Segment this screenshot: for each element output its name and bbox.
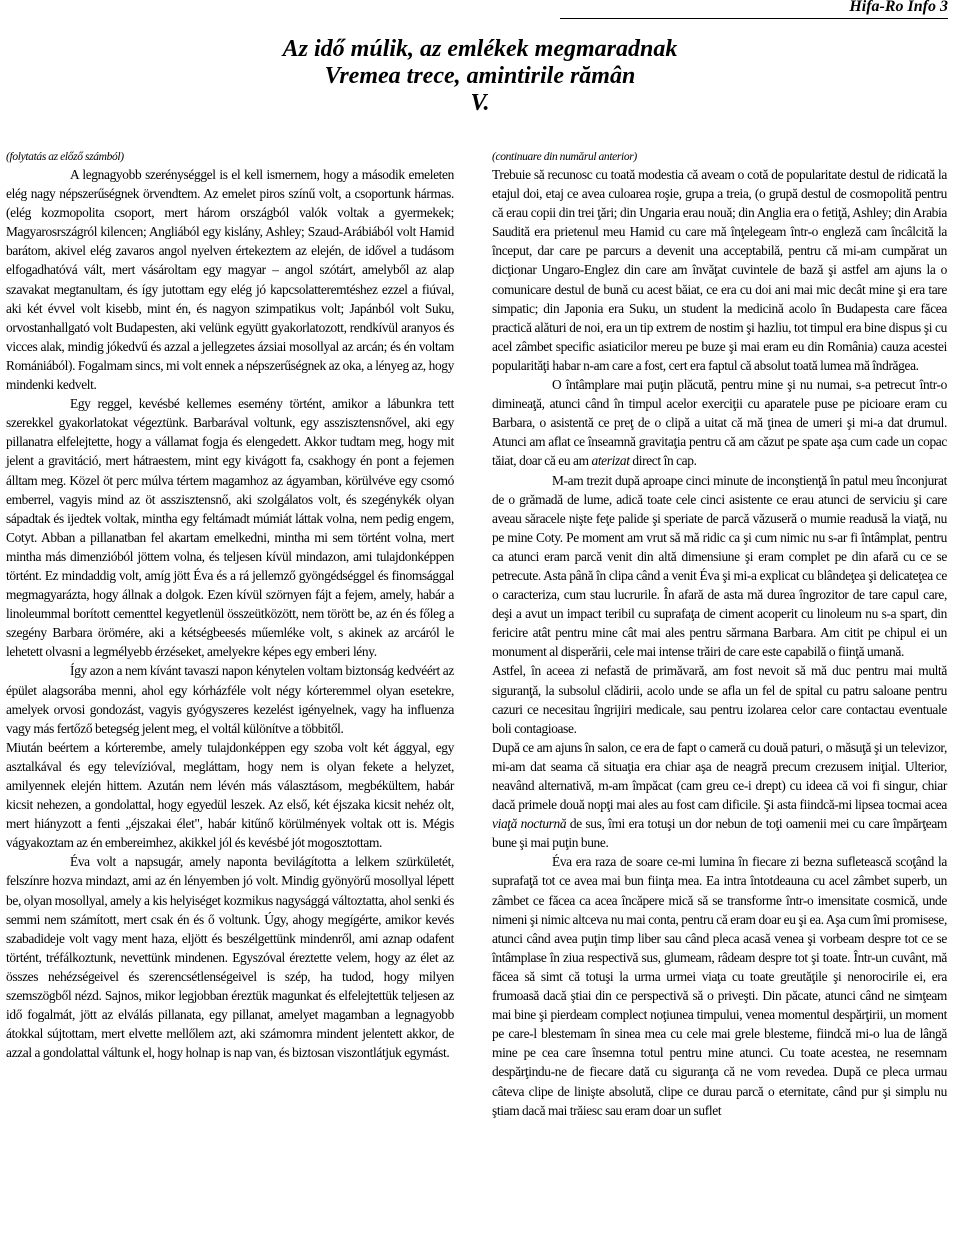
paragraph-hu-1: A legnagyobb szerénységgel is el kell ismernem, hogy a második emeleten elég nagy népszerűségnek örvendtem. Az emelet piros színű volt, a csoportunk hármas. (elég kozmopolita csoport, mert három országból valók voltak a gyermekek; Magyarosrszágról kilencen; Angliából egy kislány, Ashley; Szaud-Arábiából volt Hamid barátom, akivel elég zavaros angol nyelven értekeztem az elején, de idővel a tudásom elfogadhatóvá vált, mert vásároltam egy magyar – angol szótárt, amelyből az alap szavakat megtanultam, és így jutottam egy elég jó kapcsolatteremtéshez ezzel a fiúval, aki két évvel volt kisebb, mint én, és nagyon szimpatikus volt; Japánból volt Suku, orvostanhallgató volt Budapesten, aki velünk együtt gyakorlatozott, rendkívül aranyos és vicces alak, mindig jókedvű és azzal a jellegzetes ázsiai mosollyal az arcán; és én voltam Romániából). Fogalmam sincs, mi volt ennek a népszerűségnek az oka, a lényeg az, hogy mindenki kedvelt.	[6, 167, 454, 393]
paragraph-ro-2-text-b: direct în cap.	[629, 453, 697, 469]
paragraph-ro-5-emphasis: viaţă nocturnă	[492, 816, 567, 832]
paragraph-ro-2-text-a: O întâmplare mai puţin plăcută, pentru mine şi nu numai, s-a petrecut într-o dimineaţă, atunci când în timpul acelor exerciţii cu aparatele puse pe picioare eram cu Barbara, o asistentă ce preţ de o clipă a uitat că mă ţinea de umeri şi mi-a dat drumul. Atunci am aflat ce înseamnă gravitaţia pentru că am căzut pe spate aşa cum cade un copac tăiat, doar că eu am	[492, 377, 947, 469]
paragraph-hu-2: Egy reggel, kevésbé kellemes esemény történt, amikor a lábunkra tett szerekkel gyakorlatokat végeztünk. Barbarával voltunk, egy asszisztensnővel, aki egy pillanatra elfelejtette, hogy a vállamat fogja és elengedett. Akkor tudtam meg, hogy mit jelent a gravitáció, mert hátraestem, mint egy kivágott fa, csakhogy én pont a fejemen álltam meg. Közel öt perc múlva tértem magamhoz az ágyamban, körülvéve egy csomó emberrel, vagyis mind az öt asszisztensnő, aki szolgálatos volt, és szegénykék olyan sápadtak és ijedtek voltak, mintha egy feltámadt múmiát láttak volna, nem pedig engem, Cotyt. Abban a pillanatban fel akartam emelkedni, mintha mi sem történt volna, mert mintha más dimenzióból jöttem volna, és teljesen kívül mindazon, ami tulajdonképpen történt. Ez mindaddig volt, amíg jött Éva és a rá jellemző gyöngédséggel és finomsággal megmagyarázta, hogy állnak a dolgok. Ezen kívül szörnyen fájt a fejem, amely, habár a linoleummal borított cementtel kegyetlenül összeütközött, nem törött be, az én és főleg a szegény Barbara örömére, aki a kétségbeesés műemléke volt, s akinek az arcáról le lehetett olvasni a legmélyebb érzéseket, amelyekre képes egy emberi lény.	[6, 396, 454, 660]
title-part-number: V.	[470, 90, 490, 116]
paragraph-hu-5: Éva volt a napsugár, amely naponta bevilágította a lelkem szürkületét, felszínre hozva mindazt, ami az én lényemben jó volt. Mindig gyönyörű mosollyal lépett be, olyan mosollyal, amely a kis helyiséget kozmikus nagysággá változtatta, ahol senki és semmi nem számított, mert csak én és ő voltunk. Úgy, ahogy megígérte, amikor kevés szabadideje volt vagy ment haza, eljött és beszélgettünk mindenről, ami aznap odafent történt, tréfálkoztunk, nevettünk mindenen. Egyszóval éreztette velem, hogy az élet az összes nehézségeivel és szerencsétlenségeivel is szép, ha tudod, hogy milyen szemszögből nézd. Sajnos, mikor legjobban éreztük magunkat és elfelejtettük teljesen az idő fogalmát, jött az elválás pillanata, egy pillanat, amelyet magamban a legnagyobb átokkal sújtottam, mert elvette mellőlem azt, aki számomra mindent jelentett akkor, de azzal a gondolattal váltunk el, hogy holnap is nap van, és biztosan viszontlátjuk egymást.	[6, 854, 454, 1061]
publication-name: Hifa-Ro Info 3	[849, 0, 948, 15]
page-header	[560, 0, 948, 19]
paragraph-ro-2-emphasis: aterizat	[591, 453, 630, 469]
paragraph-hu-4: Miután beértem a kórterembe, amely tulajdonképpen egy szoba volt két ággyal, egy asztalkával és egy televízióval, megláttam, hogy nem is olyan fekete a helyzet, amilyennek elején hittem. Azután nem lévén más választásom, megbékültem, habár kicsit nehezen, a gondolattal, hogy egyedül leszek. Az első, két éjszaka kicsit nehéz olt, mert hiányzott a fenti „éjszakai élet", habár kitűnő körülmények voltak ott is. Mégis vágyakoztam az én embereimhez, akikkel jól és kevésbé jót mogosztottam.	[6, 739, 454, 851]
paragraph-ro-3: M-am trezit după aproape cinci minute de inconştienţă în patul meu înconjurat de o grămadă de lume, adică toate cele cinci asistente ce erau atunci de serviciu şi care aveau săracele nişte feţe palide şi speriate de parcă văzuseră o mumie readusă la viaţă, nu pe mine Coty. Pe moment am vrut să mă ridic ca şi cum nimic nu s-ar fi întâmplat, pentru ca atunci eram parcă venit din altă dimensiune şi eram complet pe din afară cu ce se petrecute. Asta până în clipa când a venit Éva şi mi-a explicat cu blândeţea şi delicateţea ce o caracteriza, cum stau lucrurile. În afară de asta mă durea îngrozitor de tare capul care, deşi a avut un impact teribil cu suprafaţa de ciment acoperit cu linoleum nu s-a spart, din fericire atât pentru mine cât mai ales pentru sărmana Barbara. Am citit pe chipul ei un monument al disperării, cele mai intense trăiri de care este capabilă o fiinţă umană.	[492, 472, 947, 660]
hungarian-column	[6, 149, 454, 1062]
article-title	[200, 36, 760, 117]
paragraph-ro-5-text-b: de sus, îmi era totuşi un dor nebun de toţi oamenii mei cu care împărţeam bune şi mai puţin bune.	[492, 816, 948, 851]
title-romanian: Vremea trece, amintirile rămân	[324, 63, 636, 89]
continuation-note-hu: (folytatás az előző számból)	[6, 151, 124, 163]
romanian-column	[492, 149, 947, 1120]
paragraph-ro-4: Astfel, în aceea zi nefastă de primăvară, am fost nevoit să mă duc pentru mai multă siguranţă, la subsolul clădirii, acolo unde se afla un fel de spital cu patru saloane pentru cazuri ce necesitau îngrijiri medicale, sau pentru izolarea celor care contactau eventuale boli contagioase.	[492, 663, 947, 736]
paragraph-ro-6: Éva era raza de soare ce-mi lumina în fiecare zi bezna sufletească scoţând la suprafaţă tot ce avea mai bun fiinţa mea. Ea intra întotdeauna cu acel zâmbet superb, un zâmbet ce făcea ca acea încăpere mică să se transforme într-o imensitate cosmică, unde nimeni şi nimic altceva nu mai conta, pentru că eram doar eu şi ea. Aşa cum îmi promisese, atunci când avea puţin timp liber sau când pleca acasă venea şi vorbeam despre tot ce se întâmplase în ziua respectivă sus, glumeam, râdeam despre tot şi toate. Într-un cuvânt, mă făcea să simt că totuşi la urma urmei viaţa cu toate greutăţile şi nenorocirile ei, era frumoasă dacă ştiai din ce perspectivă să o priveşti. Din păcate, atunci când ne simţeam mai bine şi pierdeam complect noţiunea timpului, venea momentul despărţirii, un moment pe care-l blestemam în sinea mea cu cele mai grele blesteme, fiindcă mi-o lua de lângă mine pe cea care însemna totul pentru mine atunci. Cu toate acestea, ne resemnam despărţindu-ne de fiecare dată cu siguranţa că ne vom revedea. După ce pleca urmau câteva clipe de linişte absolută, clipe ce durau parcă o eternitate, când pur şi simplu nu ştiam dacă mai trăiesc sau eram doar un suflet	[492, 854, 947, 1118]
paragraph-ro-1: Trebuie să recunosc cu toată modestia că aveam o cotă de popularitate destul de ridicată la etajul doi, etaj ce avea culoarea roşie, grupa a treia, (o grupă destul de cosmopolită pentru că erau copii din trei ţări; din Ungaria erau nouă; din Anglia era o fetiţă, Ashley; din Arabia Saudită era prietenul meu Hamid cu care mă înţelegeam într-o engleză cam încâlcită la început, dar care pe parcurs a devenit una acceptabilă, pentru că mi-am cumpărat un dicţionar Ungaro-Englez din care am învăţat cuvintele de bază şi astfel am ajuns la o comunicare destul de bună cu acest băiat, ce era cu doi ani mai mic decât mine şi era tare simpatic; din Japonia era Suku, un student la medicină acolo în Budapesta care făcea practică alături de noi, era un tip extrem de nostim şi hazliu, tot timpul era bine dispus şi cu acel zâmbet specific asiaticilor mereu pe buze şi mai eram eu din România) cauza acestei popularităţi habar n-am care a fost, cert era faptul că absolut toată lumea mă îndrăgea.	[492, 167, 947, 373]
paragraph-hu-3: Így azon a nem kívánt tavaszi napon kénytelen voltam biztonság kedvéért az épület alagsorába menni, ahol egy kórházféle volt négy kórteremmel olyan esetekre, amelyek orvosi gondozást, vagyis gyógyszeres kezelést igényelnek, vagy ha influenza vagy más fertőző betegség jelent meg, el voltál különítve a többitől.	[6, 663, 454, 736]
paragraph-ro-2	[492, 375, 947, 470]
paragraph-ro-5	[492, 738, 947, 853]
paragraph-ro-5-text-a: După ce am ajuns în salon, ce era de fapt o cameră cu două paturi, o măsuţă şi un televizor, mi-am dat seama că situaţia era chiar aşa de neagră precum crezusem iniţial. Ulterior, neavând alternativă, m-am împăcat (cam greu ce-i drept) cu ideea că voi fi singur, chiar dacă primele două nopţi mai ales au fost cam dificile. Şi asta fiindcă-mi lipsea tocmai acea	[492, 739, 947, 813]
continuation-note-ro: (continuare din numărul anterior)	[492, 151, 637, 163]
title-hungarian: Az idő múlik, az emlékek megmaradnak	[282, 36, 678, 62]
